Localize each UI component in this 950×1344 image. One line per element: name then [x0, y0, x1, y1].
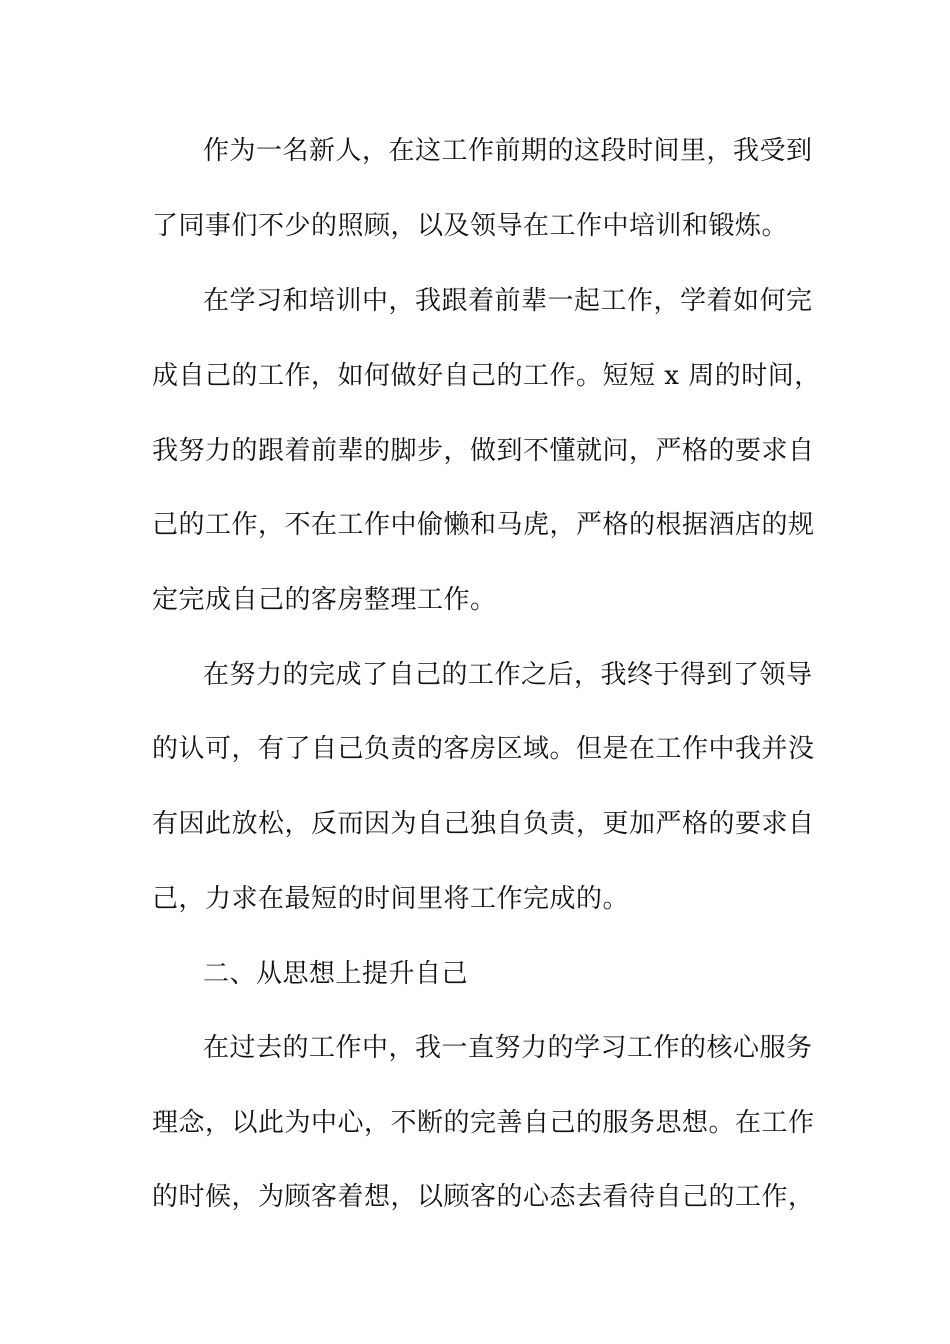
text-line: 定完成自己的客房整理工作。 — [152, 585, 497, 615]
text-line: 己的工作，不在工作中偷懒和马虎，严格的根据酒店的规 — [152, 510, 815, 540]
text-line: 有因此放松，反而因为自己独自负责，更加严格的要求自 — [152, 809, 815, 839]
text-line: 的认可，有了自己负责的客房区域。但是在工作中我并没 — [152, 734, 815, 764]
section-heading: 二、从思想上提升自己 — [203, 959, 469, 989]
text-line: 我努力的跟着前辈的脚步，做到不懂就问，严格的要求自 — [152, 436, 815, 466]
text-line: 理念，以此为中心，不断的完善自己的服务思想。在工作 — [152, 1108, 815, 1138]
text-line: 的时候，为顾客着想，以顾客的心态去看待自己的工作， — [152, 1182, 815, 1212]
text-line: 己，力求在最短的时间里将工作完成的。 — [152, 884, 630, 914]
text-line: 在过去的工作中，我一直努力的学习工作的核心服务 — [203, 1033, 813, 1063]
text-line: 在学习和培训中，我跟着前辈一起工作，学着如何完 — [203, 286, 813, 316]
text-line: 作为一名新人，在这工作前期的这段时间里，我受到 — [203, 136, 813, 166]
text-line: 在努力的完成了自己的工作之后，我终于得到了领导 — [203, 660, 813, 690]
text-line: 成自己的工作，如何做好自己的工作。短短 x 周的时间， — [152, 361, 821, 391]
text-line: 了同事们不少的照顾，以及领导在工作中培训和锻炼。 — [152, 211, 789, 241]
